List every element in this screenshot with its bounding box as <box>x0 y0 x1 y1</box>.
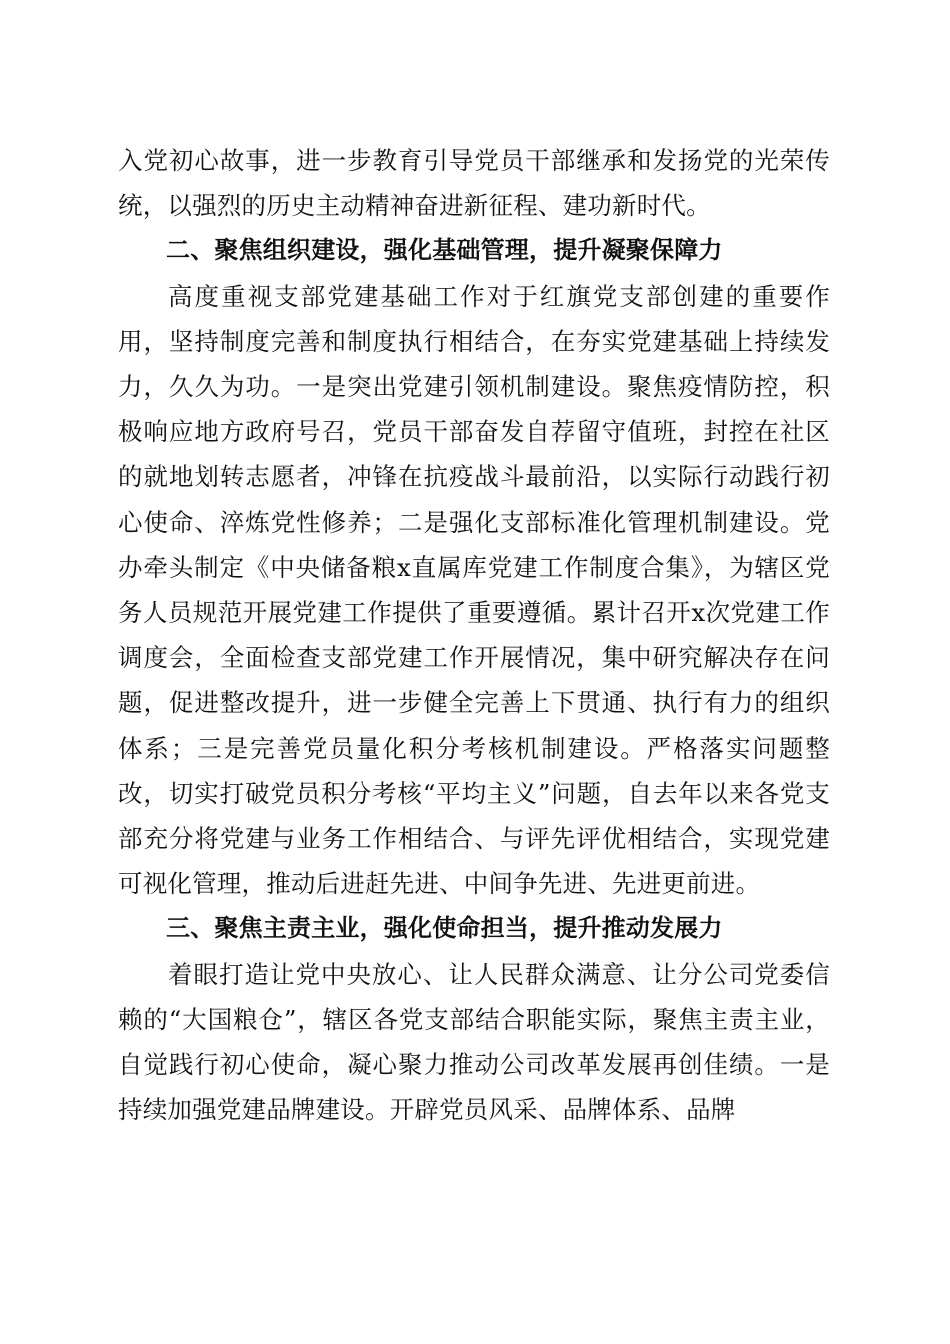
section-heading-organization: 二、聚焦组织建设，强化基础管理，提升凝聚保障力 <box>166 236 723 265</box>
section-heading-main-business: 三、聚焦主责主业，强化使命担当，提升推动发展力 <box>166 914 723 943</box>
paragraph-main-business: 着眼打造让党中央放心、让人民群众满意、让分公司党委信赖的“大国粮仓”，辖区各党支部结合职能实际，聚焦主责主业，自觉践行初心使命，凝心聚力推动公司改革发展再创佳绩。一是持续加强党建品牌建设。开辟党员风采、品牌体系、品牌 <box>118 959 830 1125</box>
document-body <box>118 138 830 1132</box>
paragraph-continuation: 入党初心故事，进一步教育引导党员干部继承和发扬党的光荣传统，以强烈的历史主动精神奋进新征程、建功新时代。 <box>118 146 830 221</box>
paragraph-organization: 高度重视支部党建基础工作对于红旗党支部创建的重要作用，坚持制度完善和制度执行相结合，在夯实党建基础上持续发力，久久为功。一是突出党建引领机制建设。聚焦疫情防控，积极响应地方政府号召，党员干部奋发自荐留守值班，封控在社区的就地划转志愿者，冲锋在抗疫战斗最前沿，以实际行动践行初心使命、淬炼党性修养；二是强化支部标准化管理机制建设。党办牵头制定《中央储备粮x直属库党建工作制度合集》，为辖区党务人员规范开展党建工作提供了重要遵循。累计召开x次党建工作调度会，全面检查支部党建工作开展情况，集中研究解决存在问题，促进整改提升，进一步健全完善上下贯通、执行有力的组织体系；三是完善党员量化积分考核机制建设。严格落实问题整改，切实打破党员积分考核“平均主义”问题，自去年以来各党支部充分将党建与业务工作相结合、与评先评优相结合，实现党建可视化管理，推动后进赶先进、中间争先进、先进更前进。 <box>118 281 830 899</box>
